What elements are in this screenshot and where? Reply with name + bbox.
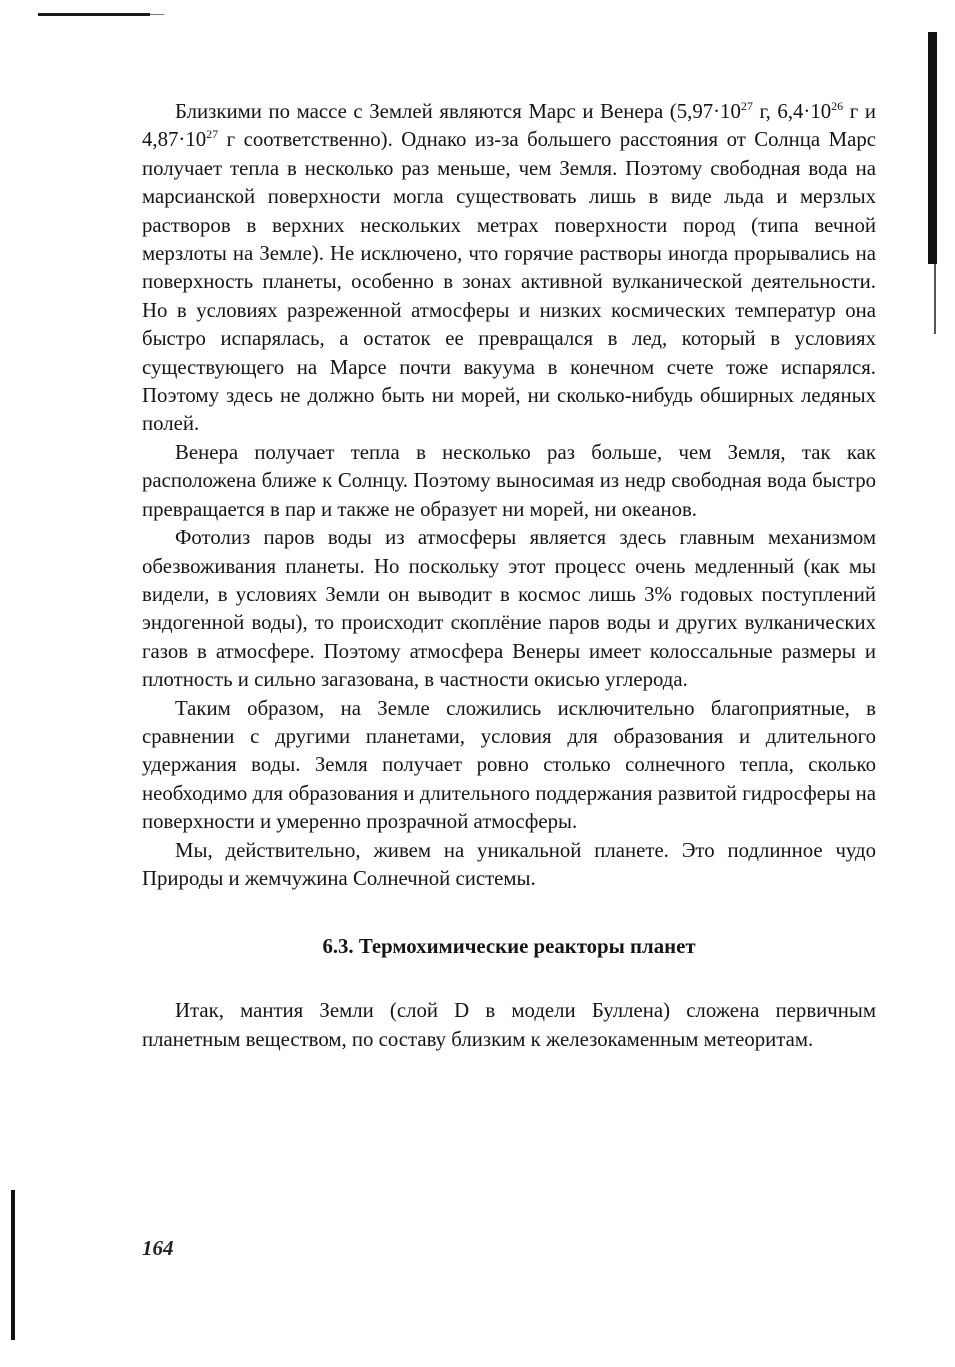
page-body (142, 98, 876, 1054)
scan-artifact-top-line (38, 13, 150, 16)
scan-artifact-right-bar (928, 32, 937, 264)
exponent: 27 (740, 99, 753, 113)
scan-artifact-top-line-thin (150, 14, 164, 15)
paragraph-venus-heat: Венера получает тепла в несколько раз больше, чем Земля, так как расположена ближе к Солнцу. Поэтому выносимая из недр свободная вода быстро превращается в пар и также не образует ни морей, ни океанов. (142, 440, 876, 521)
exponent: 27 (206, 127, 219, 142)
paragraph-photolysis: Фотолиз паров воды из атмосферы является здесь главным механизмом обезвоживания планеты. Но поскольку этот процесс очень медленный (как мы видели, в условиях Земли он выводит в космос лишь 3% годовых поступлений эндогенной воды), то происходит скоплёние паров воды и других вулканических газов в атмосфере. Поэтому атмосфера Венеры имеет колоссальные размеры и плотность и сильно загазована, в частности окисью углерода. (142, 526, 876, 692)
paragraph-text: г, 6,4·10 (752, 100, 832, 123)
scan-artifact-right-bar-thin (934, 264, 936, 334)
paragraph-mars-venus-mass (142, 98, 876, 439)
paragraph-text: г соответственно). Однако из-за большего расстояния от Солнца Марс получает тепла в несколько раз меньше, чем Земля. Поэтому свободная вода на марсианской поверхности могла существовать лишь в виде льда и мерзлых растворов в верхних нескольких метрах поверхности пород (типа вечной мерзлоты на Земле). Не исключено, что горячие растворы иногда прорывались на поверхность планеты, особенно в зонах активной вулканической деятельности. Но в условиях разреженной атмосферы и низких космических температур она быстро испарялась, а остаток ее превращался в лед, который в условиях существующего на Марсе почти вакуума в конечном счете тоже испарялся. Поэтому здесь не должно быть ни морей, ни сколько-нибудь обширных ледяных полей. (142, 128, 876, 436)
exponent: 26 (831, 99, 844, 113)
paragraph-unique-planet: Мы, действительно, живем на уникальной планете. Это подлинное чудо Природы и жемчужина Солнечной системы. (142, 838, 876, 890)
paragraph-earth-conditions: Таким образом, на Земле сложились исключительно благоприятные, в сравнении с другими планетами, условия для образования и длительного удержания воды. Земля получает ровно столько солнечного тепла, сколько необходимо для образования и длительного поддержания развитой гидросферы на поверхности и умеренно прозрачной атмосферы. (142, 696, 876, 834)
paragraph-text: г и 4,87·10 (142, 100, 876, 152)
scan-artifact-left-bar (11, 1190, 15, 1340)
page-number: 164 (142, 1236, 174, 1260)
section-heading: 6.3. Термохимические реакторы планет (322, 935, 696, 959)
paragraph-text: Близкими по массе с Землей являются Марс и Венера (5,97·10 (175, 100, 741, 123)
paragraph-mantle: Итак, мантия Земли (слой D в модели Буллена) сложена первичным планетным веществом, по составу близким к железокаменным метеоритам. (142, 999, 876, 1051)
